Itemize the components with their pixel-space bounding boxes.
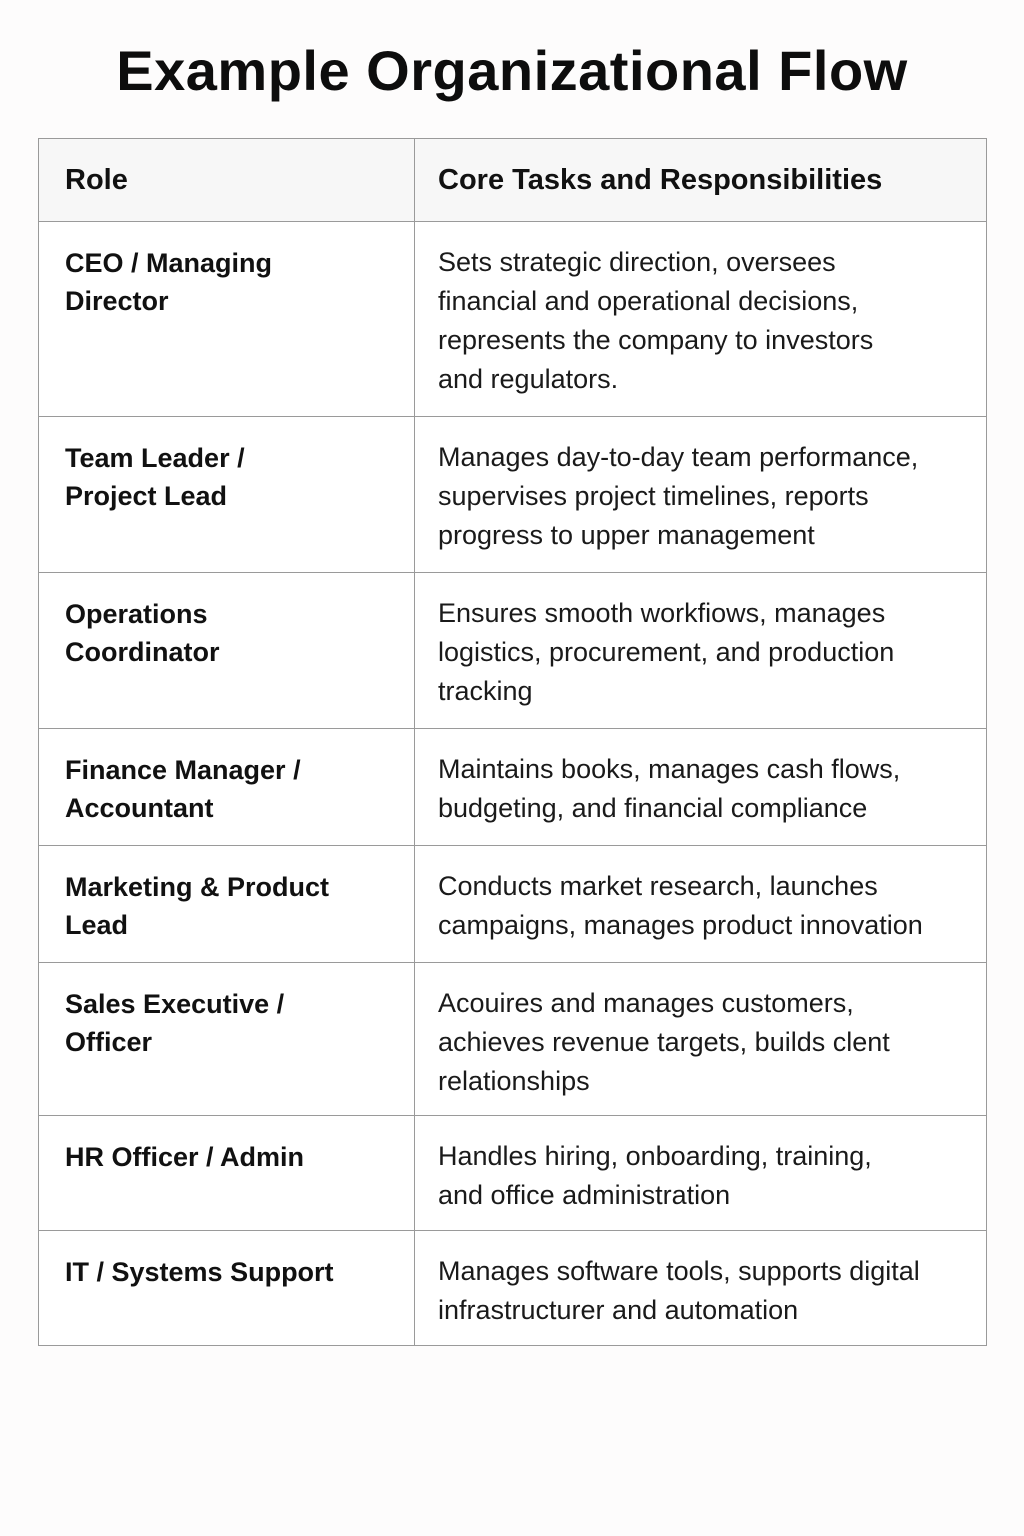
header-responsibilities: Core Tasks and Responsibilities	[415, 139, 987, 222]
responsibilities-cell: Manages software tools, supports digital infrastructurer and automation	[415, 1231, 987, 1346]
table-row	[39, 1231, 987, 1346]
table-row	[39, 573, 987, 729]
role-cell: Sales Executive / Officer	[39, 963, 415, 1116]
role-cell: Finance Manager / Accountant	[39, 729, 415, 846]
responsibilities-cell: Maintains books, manages cash flows, budgeting, and financial compliance	[415, 729, 987, 846]
role-cell: CEO / Managing Director	[39, 222, 415, 417]
responsibilities-cell: Manages day-to-day team performance, supervises project timelines, reports progress to upper management	[415, 417, 987, 573]
role-cell: HR Officer / Admin	[39, 1116, 415, 1231]
table-row	[39, 963, 987, 1116]
table-row	[39, 729, 987, 846]
role-cell: Team Leader / Project Lead	[39, 417, 415, 573]
responsibilities-cell: Sets strategic direction, oversees financial and operational decisions, represents the company to investors and regulators.	[415, 222, 987, 417]
table-row	[39, 222, 987, 417]
page-title: Example Organizational Flow	[116, 39, 908, 102]
responsibilities-cell: Acouires and manages customers, achieves revenue targets, builds clent relationships	[415, 963, 987, 1116]
roles-table	[38, 138, 987, 1346]
role-cell: Operations Coordinator	[39, 573, 415, 729]
table-row	[39, 417, 987, 573]
table-header-row	[39, 139, 987, 222]
responsibilities-cell: Ensures smooth workfiows, manages logistics, procurement, and production tracking	[415, 573, 987, 729]
responsibilities-cell: Conducts market research, launches campaigns, manages product innovation	[415, 846, 987, 963]
role-cell: IT / Systems Support	[39, 1231, 415, 1346]
role-cell: Marketing & Product Lead	[39, 846, 415, 963]
header-role: Role	[39, 139, 415, 222]
responsibilities-cell: Handles hiring, onboarding, training, and office administration	[415, 1116, 987, 1231]
table-row	[39, 1116, 987, 1231]
table-row	[39, 846, 987, 963]
